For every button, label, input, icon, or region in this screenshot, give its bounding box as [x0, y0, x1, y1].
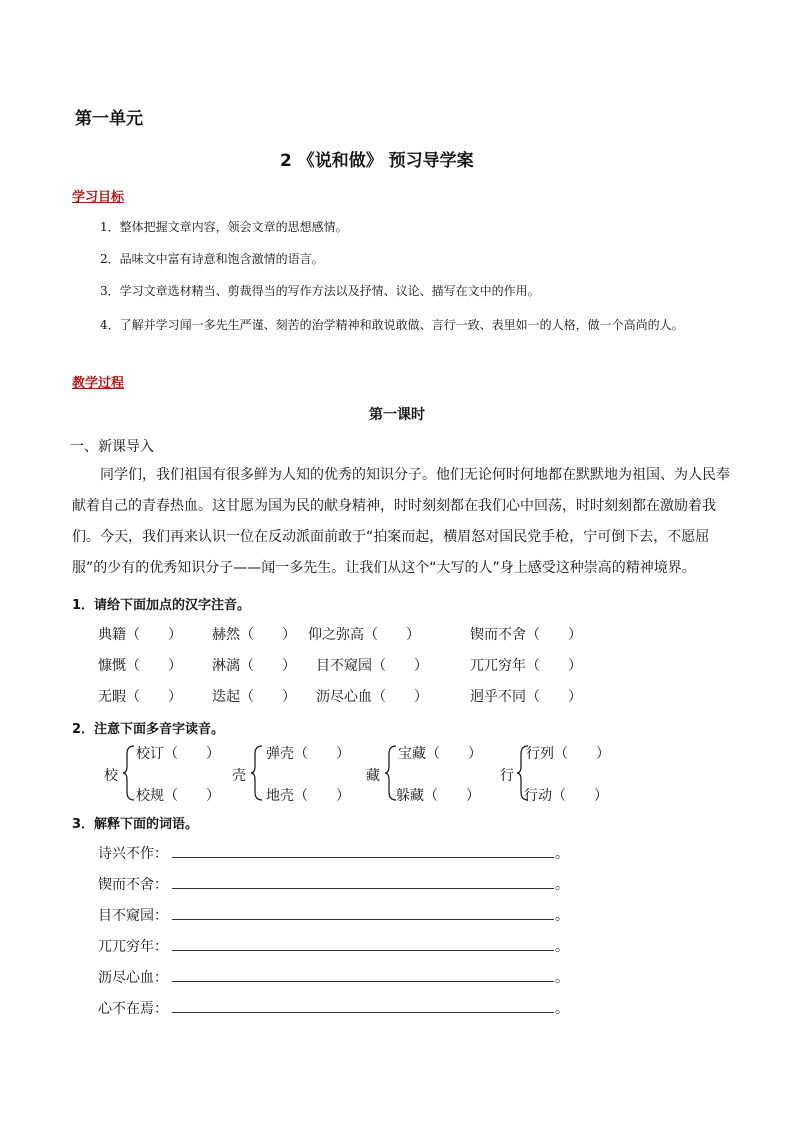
pinyin-item: 锲而不舍（ ）	[470, 627, 582, 643]
vocab-term: 诗兴不作：	[98, 846, 168, 862]
polyphone-char: 藏	[366, 768, 380, 784]
pinyin-item: 无暇（ ）	[98, 689, 182, 705]
vocab-end-mark: 。	[555, 970, 569, 986]
polyphone-reading: 躲藏（ ）	[396, 788, 480, 804]
answer-line[interactable]	[172, 950, 554, 951]
vocab-end-mark: 。	[555, 939, 569, 955]
vocab-term: 锲而不舍：	[98, 877, 168, 893]
polyphone-reading: 校订（ ）	[136, 746, 220, 762]
intro-paragraph: 同学们，我们祖国有很多鲜为人知的优秀的知识分子。他们无论何时何地都在默默地为祖国、为人民奉献着自己的青春热血。这甘愿为国为民的献身精神，时时刻刻都在我们心中回荡，时时刻刻都在激励着我们。今天，我们再来认识一位在反动派面前敢于“拍案而起，横眉怒对国民党手枪，宁可倒下去，不愿屈服”的少有的优秀知识分子——闻一多先生。让我们从这个“大写的人”身上感受这种崇高的精神境界。	[72, 467, 730, 576]
polyphone-reading: 地壳（ ）	[266, 788, 350, 804]
pinyin-item: 淋漓（ ）	[212, 658, 296, 674]
vocab-end-mark: 。	[555, 908, 569, 924]
objective-item: 2．品味文中富有诗意和饱含激情的语言。	[100, 252, 324, 266]
pinyin-item: 仰之弥高（ ）	[308, 627, 420, 643]
vocab-term: 沥尽心血：	[98, 970, 168, 986]
pinyin-item: 沥尽心血（ ）	[316, 689, 428, 705]
objective-item: 3．学习文章选材精当、剪裁得当的写作方法以及抒情、议论、描写在文中的作用。	[100, 284, 540, 298]
pinyin-item: 慷慨（ ）	[98, 658, 182, 674]
pinyin-item: 赫然（ ）	[212, 627, 296, 643]
answer-line[interactable]	[172, 857, 554, 858]
lesson-title: 第一课时	[369, 407, 425, 423]
pinyin-item: 目不窥园（ ）	[316, 658, 428, 674]
vocab-term: 心不在焉：	[98, 1001, 168, 1017]
answer-line[interactable]	[172, 981, 554, 982]
unit-title: 第一单元	[75, 109, 143, 129]
answer-line[interactable]	[172, 1012, 554, 1013]
vocab-term: 目不窥园：	[98, 908, 168, 924]
vocab-end-mark: 。	[555, 877, 569, 893]
process-heading: 教学过程	[72, 376, 125, 391]
answer-line[interactable]	[172, 919, 554, 920]
polyphone-char: 行	[500, 768, 514, 784]
q2-heading: 2．注意下面多音字读音。	[72, 722, 225, 737]
brace-icon	[122, 744, 136, 802]
vocab-term: 兀兀穷年：	[98, 939, 168, 955]
objective-item: 4．了解并学习闻一多先生严谨、刻苦的治学精神和敢说敢做、言行一致、表里如一的人格，做一个高尚的人。	[100, 318, 684, 332]
vocab-end-mark: 。	[555, 1001, 569, 1017]
polyphone-reading: 行动（ ）	[524, 788, 608, 804]
brace-icon	[250, 744, 264, 802]
polyphone-reading: 宝藏（ ）	[398, 746, 482, 762]
document-title: 2 《说和做》 预习导学案	[280, 151, 474, 171]
polyphone-reading: 行列（ ）	[526, 746, 610, 762]
polyphone-reading: 弹壳（ ）	[266, 746, 350, 762]
q1-heading: 1．请给下面加点的汉字注音。	[72, 598, 251, 613]
q3-heading: 3．解释下面的词语。	[72, 817, 199, 832]
intro-heading: 一、新课导入	[70, 439, 154, 455]
polyphone-reading: 校规（ ）	[136, 788, 220, 804]
pinyin-item: 典籍（ ）	[98, 627, 182, 643]
answer-line[interactable]	[172, 888, 554, 889]
objective-item: 1．整体把握文章内容，领会文章的思想感情。	[100, 220, 348, 234]
polyphone-char: 壳	[232, 768, 246, 784]
vocab-end-mark: 。	[555, 846, 569, 862]
polyphone-char: 校	[104, 768, 118, 784]
pinyin-item: 迭起（ ）	[212, 689, 296, 705]
pinyin-item: 兀兀穷年（ ）	[470, 658, 582, 674]
objectives-heading: 学习目标	[72, 190, 125, 205]
pinyin-item: 迥乎不同（ ）	[470, 689, 582, 705]
